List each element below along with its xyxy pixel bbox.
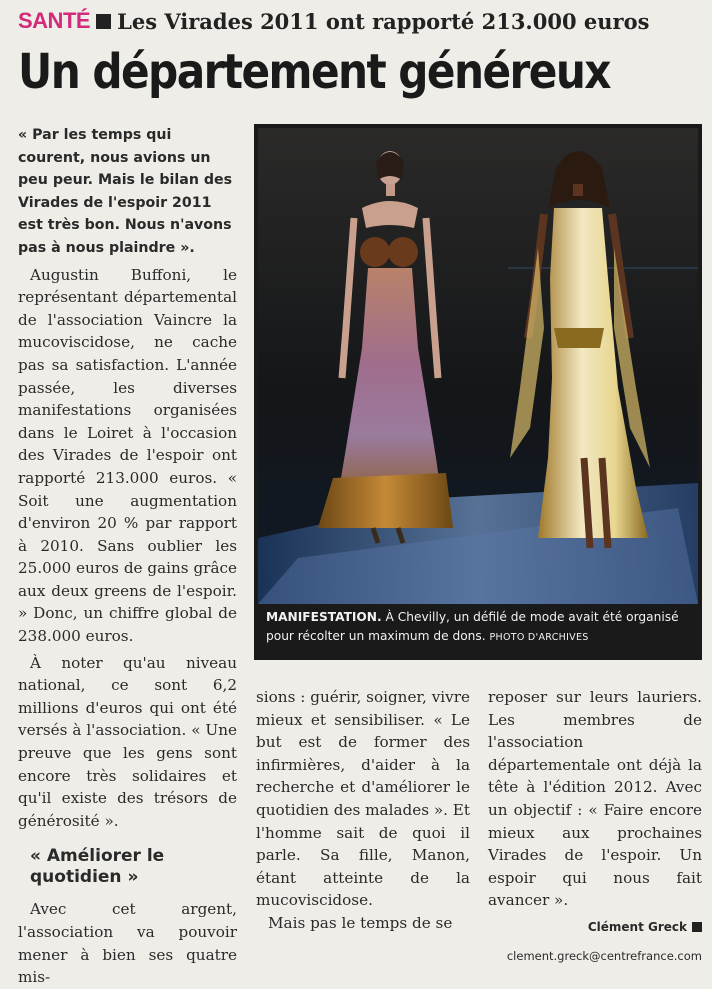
end-mark-icon — [692, 922, 702, 932]
headline: Un département généreux — [18, 44, 610, 100]
article-paragraph-3-start: Avec cet argent, l'association va pouvoir mener à bien ses quatre mis- — [18, 900, 237, 987]
byline — [488, 916, 702, 939]
rubric-label: SANTÉ — [18, 8, 91, 33]
article-column-2 — [256, 686, 470, 935]
article-paragraph-4-start: Mais pas le temps de se — [268, 913, 453, 932]
article-paragraph-1: Augustin Buffoni, le représentant départemental de l'association Vaincre la mucoviscidose, ne cache pas sa satisfaction. L'année passée, les diverses manifestations organisées dans le Loiret à l'occasion des Virades de l'espoir ont rapporté 213.000 euros. « Soit une augmentation d'environ 20 % par rapport à 2010. Sans oublier les 25.000 euros de gains grâce aux deux greens de l'espoir. » Donc, un chiffre global de 238.000 euros. — [18, 265, 237, 646]
caption-text: À Chevilly, un défilé de mode avait été organisé pour récolter un maximum de dons. — [266, 610, 679, 643]
article-paragraph-4-continued: reposer sur leurs lauriers. Les membres de l'association départementale ont déjà la tête à l'édition 2012. Avec un objectif : « Faire encore mieux aux prochaines Virades de l'espoir. Un espoir qui nous fait avancer ». — [488, 688, 702, 910]
fashion-show-photo — [258, 128, 698, 604]
square-bullet-icon — [96, 14, 111, 29]
article-paragraph-3-continued: sions : guérir, soigner, vivre mieux et sensibiliser. « Le but est de former des infirmières, d'aider à la recherche et d'améliorer le quotidien des malades ». Et l'homme sait de quoi il parle. Sa fille, Manon, étant atteinte de la mucoviscidose. — [256, 688, 470, 910]
byline-author: Clément Greck — [587, 919, 687, 934]
photo-caption — [266, 608, 694, 647]
subhead: Les Virades 2011 ont rapporté 213.000 euros — [117, 8, 650, 34]
caption-title: MANIFESTATION. — [266, 610, 382, 624]
kicker — [18, 8, 649, 34]
article-paragraph-2: À noter qu'au niveau national, ce sont 6,2 millions d'euros qui ont été versés à l'association. « Une preuve que les gens sont encore très solidaires et qu'il existe des trésors de générosité ». — [18, 653, 237, 830]
byline-email[interactable]: clement.greck@centrefrance.com — [506, 948, 702, 963]
photo-credit: PHOTO D'ARCHIVES — [489, 632, 589, 643]
article-column-3 — [488, 686, 702, 967]
intertitle: « Améliorer le quotidien » — [30, 846, 165, 888]
article-column-1 — [18, 124, 237, 989]
photo-block — [254, 124, 702, 660]
article-lead: « Par les temps qui courent, nous avions un peu peur. Mais le bilan des Virades de l'espoir 2011 est très bon. Nous n'avons pas à nous plaindre ». — [18, 127, 233, 256]
